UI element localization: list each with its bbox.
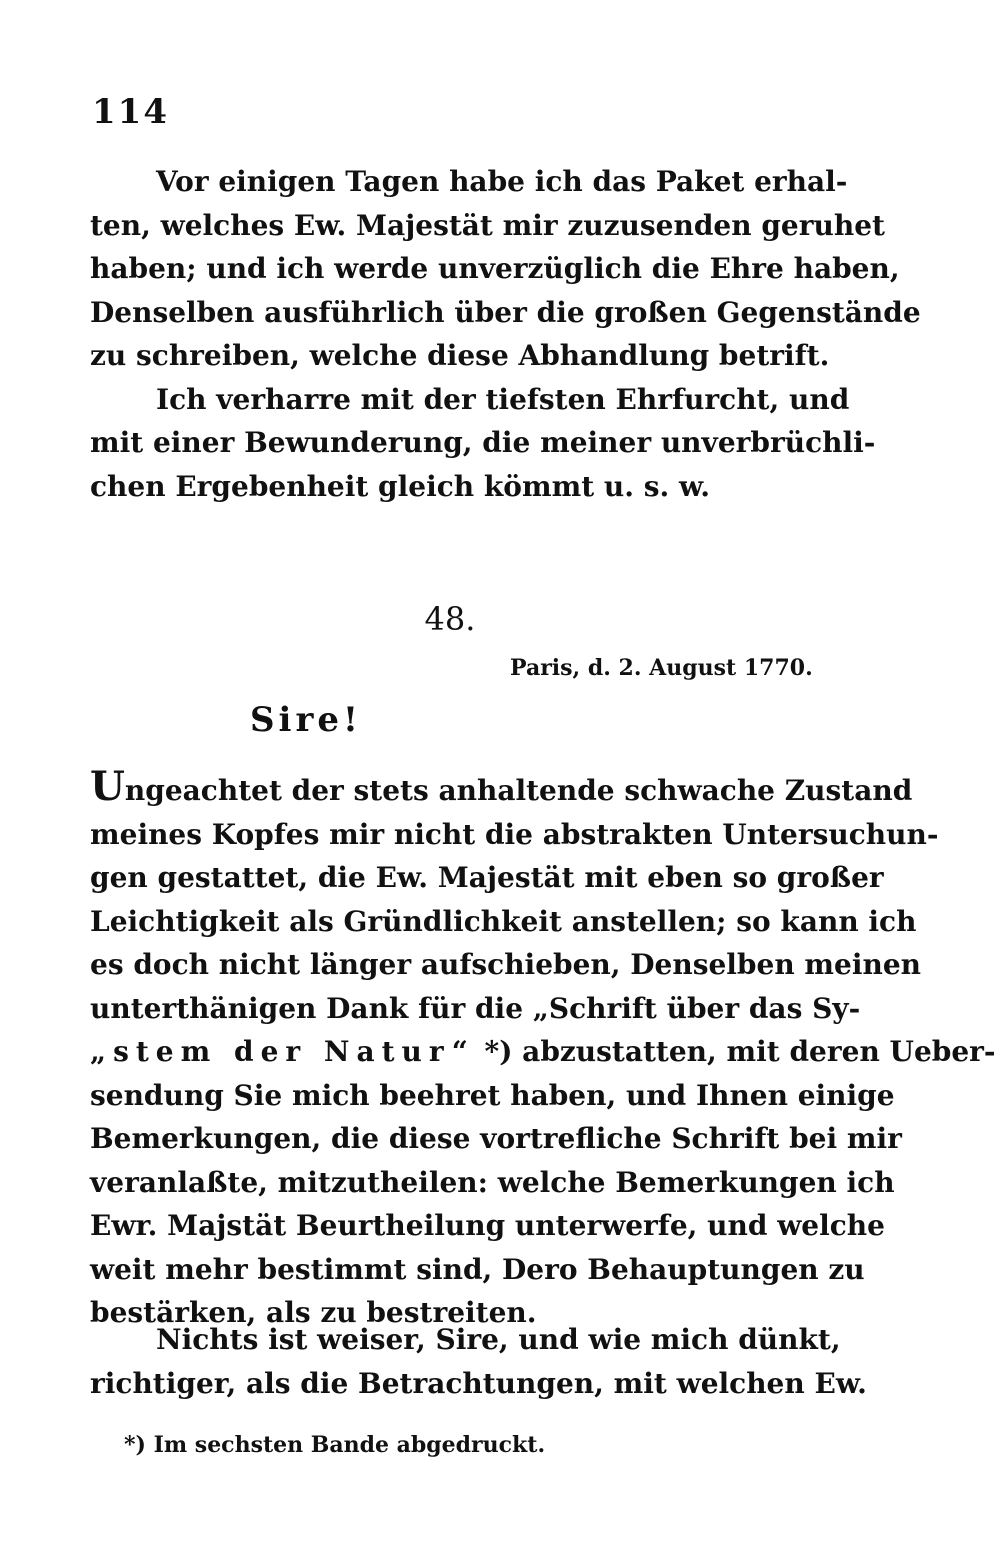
text-line-rest: *) abzustatten, mit deren Ueber-	[474, 1035, 996, 1068]
text-line: gen gestattet, die Ew. Majestät mit eben so großer	[90, 861, 884, 894]
text-line: sendung Sie mich beehret haben, und Ihnen einige	[90, 1078, 895, 1112]
text-line: chen Ergebenheit gleich kömmt u. s. w.	[90, 469, 711, 503]
text-line: bestärken, als zu bestreiten.	[90, 1296, 537, 1329]
text-line: veranlaßte, mitzutheilen: welche Bemerkungen ich	[90, 1165, 895, 1199]
salutation: Sire!	[250, 700, 362, 740]
text-line: meines Kopfes mir nicht die abstrakten Untersuchun-	[90, 817, 939, 851]
text-line: Vor einigen Tagen habe ich das Paket erhal-	[156, 165, 848, 198]
page-number: 114	[92, 92, 169, 132]
text-line: Nichts ist weiser, Sire, und wie mich dünkt,	[156, 1323, 841, 1356]
text-line: weit mehr bestimmt sind, Dero Behauptungen zu	[90, 1252, 865, 1286]
text-line: mit einer Bewunderung, die meiner unverbrüchli-	[90, 426, 876, 459]
text-line: es doch nicht länger aufschieben, Denselben meinen	[90, 948, 922, 981]
text-line: Denselben ausführlich über die großen Gegenstände	[90, 295, 921, 329]
letter-body-paragraph-1	[90, 763, 996, 1335]
text-line-rest: ngeachtet der stets anhaltende schwache Zustand	[124, 774, 913, 807]
text-line: Ich verharre mit der tiefsten Ehrfurcht, und	[156, 382, 850, 416]
text-line: haben; und ich werde unverzüglich die Ehre haben,	[90, 252, 900, 285]
text-line: richtiger, als die Betrachtungen, mit welchen Ew.	[90, 1366, 867, 1400]
letter-number: 48.	[424, 600, 476, 638]
book-title: „stem der Natur“	[90, 1035, 475, 1068]
text-line	[90, 1030, 996, 1074]
dateline: Paris, d. 2. August 1770.	[510, 655, 813, 681]
text-line: zu schreiben, welche diese Abhandlung betrift.	[90, 339, 830, 372]
text-line: unterthänigen Dank für die „Schrift über das Sy-	[90, 991, 861, 1025]
letter-body-paragraph-2	[90, 1318, 867, 1405]
text-line: Bemerkungen, die diese vortrefliche Schrift bei mir	[90, 1122, 902, 1155]
text-line	[90, 763, 913, 813]
previous-letter-text	[90, 160, 921, 508]
footnote: *) Im sechsten Bande abgedruckt.	[124, 1432, 546, 1458]
text-line: Ewr. Majstät Beurtheilung unterwerfe, und welche	[90, 1209, 885, 1242]
text-line: Leichtigkeit als Gründlichkeit anstellen; so kann ich	[90, 904, 917, 938]
text-line: ten, welches Ew. Majestät mir zuzusenden geruhet	[90, 208, 885, 242]
initial-letter: U	[90, 763, 125, 810]
